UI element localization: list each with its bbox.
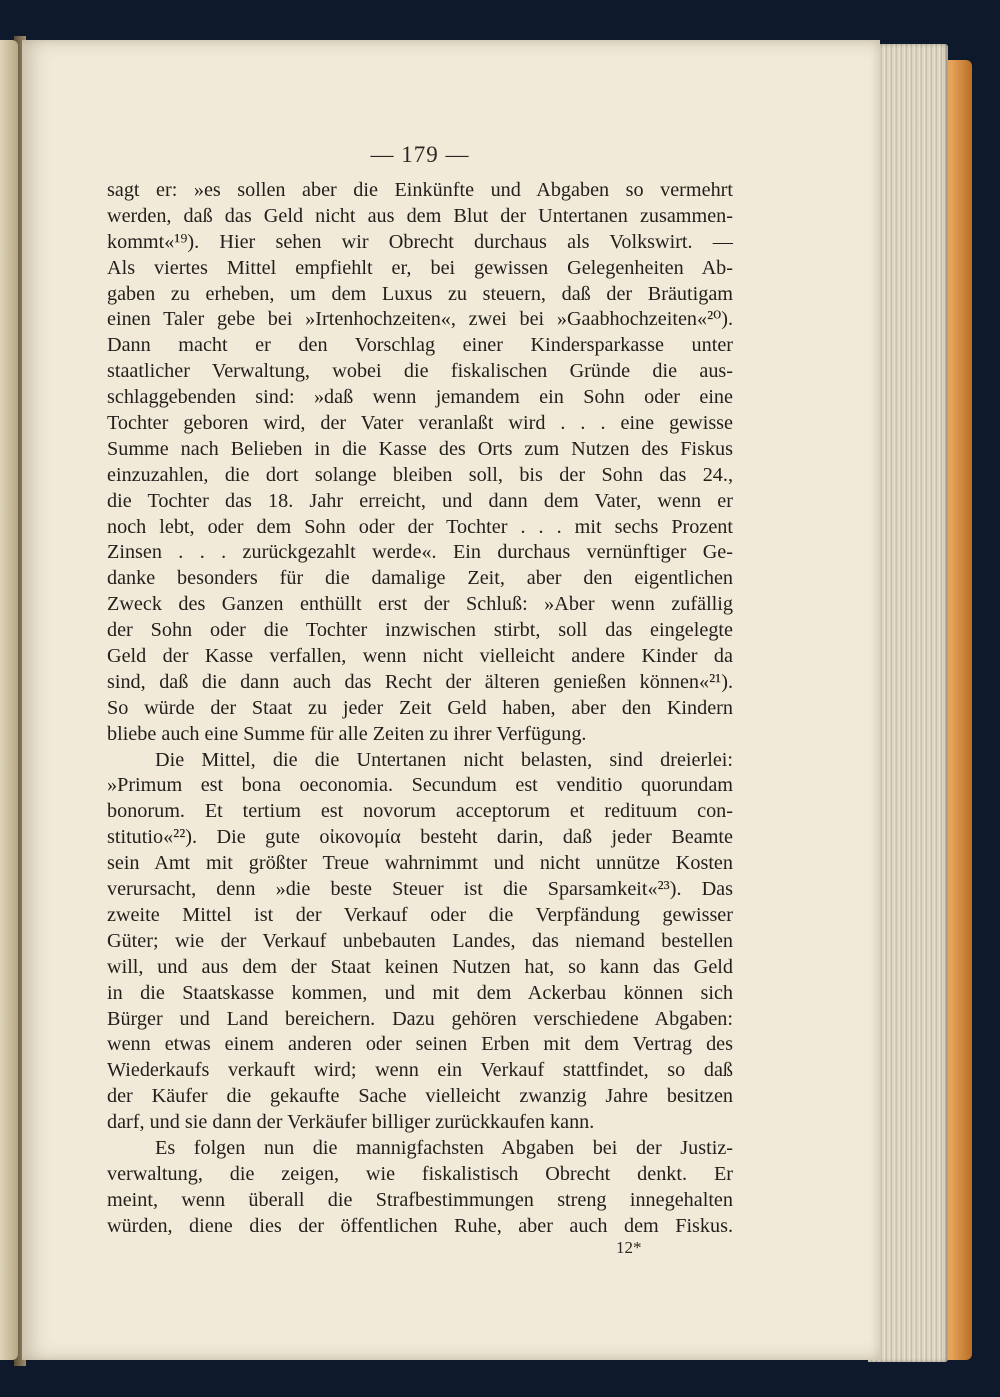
text-line: kommt«¹⁹). Hier sehen wir Obrecht durchaus als Volkswirt. —	[107, 230, 733, 253]
text-line: danke besonders für die damalige Zeit, aber den eigentlichen	[107, 567, 733, 590]
text-line: sagt er: »es sollen aber die Einkünfte und Abgaben so vermehrt	[107, 179, 733, 201]
text-line: werden, daß das Geld nicht aus dem Blut der Untertanen zusammen-	[107, 204, 733, 227]
text-line: Als viertes Mittel empfiehlt er, bei gewissen Gelegenheiten Ab-	[107, 256, 733, 279]
text-line: in die Staatskasse kommen, und mit dem Ackerbau können sich	[107, 981, 733, 1004]
text-line: noch lebt, oder dem Sohn oder der Tochter . . . mit sechs Prozent	[107, 515, 733, 538]
text-line: einzuzahlen, die dort solange bleiben soll, bis der Sohn das 24.,	[107, 463, 733, 486]
text-line: stitutio«²²). Die gute οἰκονομία besteht darin, daß jeder Beamte	[107, 826, 733, 849]
signature-mark: 12*	[616, 1238, 642, 1257]
text-line: sein Amt mit größter Treue wahrnimmt und nicht unnütze Kosten	[107, 852, 733, 875]
text-line: Dann macht er den Vorschlag einer Kindersparkasse unter	[107, 334, 733, 357]
text-line: Zweck des Ganzen enthüllt erst der Schluß: »Aber wenn zufällig	[107, 593, 733, 616]
text-line: verursacht, denn »die beste Steuer ist die Sparsamkeit«²³). Das	[107, 878, 733, 901]
text-line: So würde der Staat zu jeder Zeit Geld haben, aber den Kindern	[107, 696, 733, 719]
text-line: Summe nach Belieben in die Kasse des Orts zum Nutzen des Fiskus	[107, 437, 733, 460]
left-page-edge	[0, 40, 18, 1360]
text-line: Es folgen nun die mannigfachsten Abgaben bei der Justiz-	[155, 1136, 733, 1159]
text-line: Wiederkaufs verkauft wird; wenn ein Verkauf stattfindet, so daß	[107, 1059, 733, 1082]
text-line: Geld der Kasse verfallen, wenn nicht vielleicht andere Kinder da	[107, 645, 733, 668]
text-line: der Sohn oder die Tochter inzwischen stirbt, soll das eingelegte	[107, 619, 733, 642]
text-line: würden, diene dies der öffentlichen Ruhe, aber auch dem Fiskus.	[107, 1214, 733, 1237]
text-line: meint, wenn überall die Strafbestimmungen streng innegehalten	[107, 1188, 733, 1211]
text-line: Bürger und Land bereichern. Dazu gehören verschiedene Abgaben:	[107, 1007, 733, 1030]
text-line: bliebe auch eine Summe für alle Zeiten zu ihrer Verfügung.	[107, 722, 587, 745]
text-line: Die Mittel, die die Untertanen nicht belasten, sind dreierlei:	[155, 748, 733, 771]
text-line: Zinsen . . . zurückgezahlt werde«. Ein durchaus vernünftiger Ge-	[107, 541, 733, 564]
text-line: staatlicher Verwaltung, wobei die fiskalischen Gründe die aus-	[107, 360, 733, 383]
text-line: »Primum est bona oeconomia. Secundum est venditio quorundam	[107, 774, 733, 797]
text-line: verwaltung, die zeigen, wie fiskalistisch Obrecht denkt. Er	[107, 1162, 733, 1185]
text-line: einen Taler gebe bei »Irtenhochzeiten«, zwei bei »Gaabhochzeiten«²⁰).	[107, 308, 733, 331]
page-number: — 179 —	[370, 142, 470, 167]
text-line: die Tochter das 18. Jahr erreicht, und dann dem Vater, wenn er	[107, 489, 733, 512]
text-line: wenn etwas einem anderen oder seinen Erben mit dem Vertrag des	[107, 1033, 733, 1056]
text-line: schlaggebenden sind: »daß wenn jemandem ein Sohn oder eine	[107, 386, 733, 409]
text-line: gaben zu erheben, um dem Luxus zu steuern, daß der Bräutigam	[107, 282, 733, 305]
text-line: darf, und sie dann der Verkäufer billiger zurückkaufen kann.	[107, 1111, 595, 1134]
text-line: der Käufer die gekaufte Sache vielleicht zwanzig Jahre besitzen	[107, 1085, 733, 1108]
page-stack-edges	[868, 44, 948, 1362]
text-line: sind, daß die dann auch das Recht der älteren genießen können«²¹).	[107, 670, 733, 693]
text-line: Güter; wie der Verkauf unbebauten Landes, das niemand bestellen	[107, 929, 733, 952]
text-line: bonorum. Et tertium est novorum acceptorum et redituum con-	[107, 800, 733, 823]
text-line: will, und aus dem der Staat keinen Nutzen hat, so kann das Geld	[107, 955, 733, 978]
text-line: zweite Mittel ist der Verkauf oder die Verpfändung gewisser	[107, 903, 733, 926]
body-text	[107, 178, 733, 1240]
text-line: Tochter geboren wird, der Vater veranlaßt wird . . . eine gewisse	[107, 412, 733, 435]
